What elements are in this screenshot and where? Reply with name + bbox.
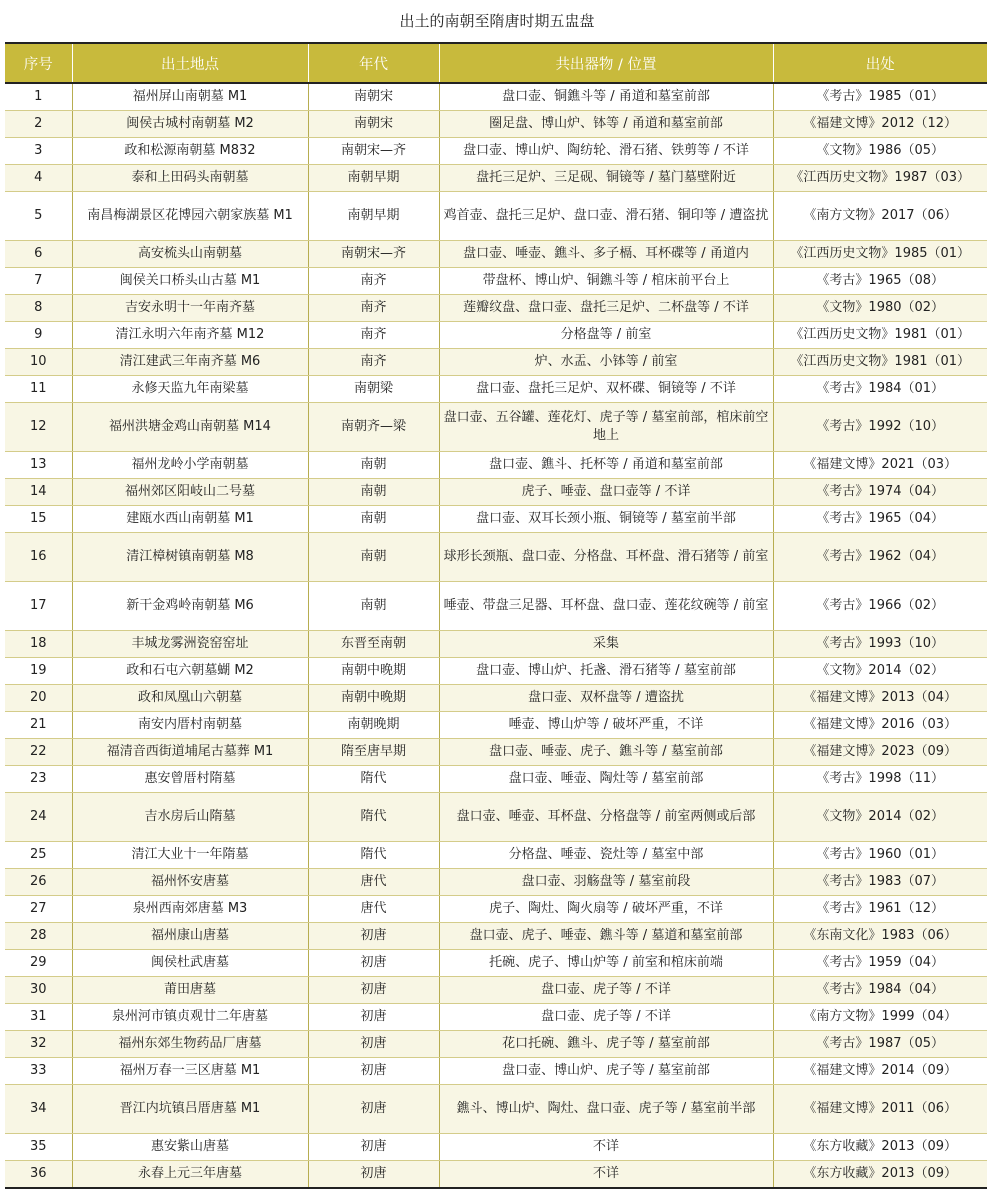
- header-place: 出土地点: [72, 43, 308, 83]
- cell-no: 11: [5, 376, 72, 403]
- cell-era: 初唐: [308, 1004, 439, 1031]
- cell-no: 29: [5, 950, 72, 977]
- cell-items: 盘口壶、双耳长颈小瓶、铜镜等 / 墓室前半部: [439, 506, 773, 533]
- cell-source: 《考古》1965（04）: [773, 506, 987, 533]
- cell-items: 花口托碗、鐎斗、虎子等 / 墓室前部: [439, 1031, 773, 1058]
- cell-source: 《福建文博》2023（09）: [773, 739, 987, 766]
- table-row: [5, 1058, 987, 1085]
- cell-items: 分格盘、唾壶、瓷灶等 / 墓室中部: [439, 842, 773, 869]
- cell-items: 盘口壶、唾壶、耳杯盘、分格盘等 / 前室两侧或后部: [439, 793, 773, 842]
- table-row: [5, 165, 987, 192]
- cell-items: 采集: [439, 631, 773, 658]
- cell-source: 《考古》1983（07）: [773, 869, 987, 896]
- cell-no: 15: [5, 506, 72, 533]
- cell-place: 福州洪塘金鸡山南朝墓 M14: [72, 403, 308, 452]
- table-row: [5, 376, 987, 403]
- cell-source: 《考古》1993（10）: [773, 631, 987, 658]
- cell-place: 清江永明六年南齐墓 M12: [72, 322, 308, 349]
- table-row: [5, 479, 987, 506]
- cell-source: 《考古》1974（04）: [773, 479, 987, 506]
- cell-era: 南齐: [308, 295, 439, 322]
- header-no: 序号: [5, 43, 72, 83]
- cell-items: 虎子、陶灶、陶火扇等 / 破坏严重，不详: [439, 896, 773, 923]
- cell-items: 鸡首壶、盘托三足炉、盘口壶、滑石猪、铜印等 / 遭盗扰: [439, 192, 773, 241]
- cell-place: 南昌梅湖景区花博园六朝家族墓 M1: [72, 192, 308, 241]
- cell-place: 永春上元三年唐墓: [72, 1161, 308, 1189]
- cell-place: 建瓯水西山南朝墓 M1: [72, 506, 308, 533]
- cell-no: 33: [5, 1058, 72, 1085]
- cell-place: 福州郊区阳岐山二号墓: [72, 479, 308, 506]
- cell-items: 盘口壶、铜鐎斗等 / 甬道和墓室前部: [439, 83, 773, 111]
- cell-source: 《文物》1980（02）: [773, 295, 987, 322]
- cell-source: 《福建文博》2016（03）: [773, 712, 987, 739]
- table-row: [5, 533, 987, 582]
- table-row: [5, 138, 987, 165]
- cell-era: 初唐: [308, 923, 439, 950]
- cell-no: 31: [5, 1004, 72, 1031]
- cell-items: 圈足盘、博山炉、钵等 / 甬道和墓室前部: [439, 111, 773, 138]
- table-row: [5, 739, 987, 766]
- cell-era: 东晋至南朝: [308, 631, 439, 658]
- cell-items: 盘口壶、唾壶、虎子、鐎斗等 / 墓室前部: [439, 739, 773, 766]
- cell-items: 不详: [439, 1134, 773, 1161]
- table-row: [5, 766, 987, 793]
- cell-source: 《江西历史文物》1981（01）: [773, 349, 987, 376]
- cell-era: 南朝晚期: [308, 712, 439, 739]
- cell-era: 初唐: [308, 1161, 439, 1189]
- cell-place: 惠安紫山唐墓: [72, 1134, 308, 1161]
- artifact-table: [5, 42, 987, 1189]
- table-row: [5, 923, 987, 950]
- cell-items: 炉、水盂、小钵等 / 前室: [439, 349, 773, 376]
- cell-place: 清江樟树镇南朝墓 M8: [72, 533, 308, 582]
- cell-items: 不详: [439, 1161, 773, 1189]
- cell-no: 19: [5, 658, 72, 685]
- table-row: [5, 712, 987, 739]
- cell-source: 《福建文博》2013（04）: [773, 685, 987, 712]
- cell-place: 福州万春一三区唐墓 M1: [72, 1058, 308, 1085]
- cell-era: 南朝: [308, 479, 439, 506]
- cell-place: 丰城龙雾洲瓷窑窑址: [72, 631, 308, 658]
- cell-place: 闽侯古城村南朝墓 M2: [72, 111, 308, 138]
- cell-source: 《文物》2014（02）: [773, 793, 987, 842]
- cell-items: 鐎斗、博山炉、陶灶、盘口壶、虎子等 / 墓室前半部: [439, 1085, 773, 1134]
- table-row: [5, 842, 987, 869]
- cell-place: 莆田唐墓: [72, 977, 308, 1004]
- table-row: [5, 685, 987, 712]
- cell-source: 《福建文博》2014（09）: [773, 1058, 987, 1085]
- cell-place: 永修天监九年南梁墓: [72, 376, 308, 403]
- cell-source: 《福建文博》2011（06）: [773, 1085, 987, 1134]
- cell-source: 《考古》1987（05）: [773, 1031, 987, 1058]
- cell-source: 《考古》1960（01）: [773, 842, 987, 869]
- cell-source: 《福建文博》2021（03）: [773, 452, 987, 479]
- cell-no: 8: [5, 295, 72, 322]
- cell-source: 《东南文化》1983（06）: [773, 923, 987, 950]
- cell-no: 36: [5, 1161, 72, 1189]
- cell-place: 吉安永明十一年南齐墓: [72, 295, 308, 322]
- cell-items: 盘口壶、博山炉、托盏、滑石猪等 / 墓室前部: [439, 658, 773, 685]
- cell-no: 16: [5, 533, 72, 582]
- cell-no: 4: [5, 165, 72, 192]
- table-row: [5, 349, 987, 376]
- table-row: [5, 1031, 987, 1058]
- cell-place: 福州龙岭小学南朝墓: [72, 452, 308, 479]
- cell-place: 高安梳头山南朝墓: [72, 241, 308, 268]
- cell-no: 34: [5, 1085, 72, 1134]
- cell-era: 唐代: [308, 896, 439, 923]
- cell-era: 南朝宋: [308, 83, 439, 111]
- cell-place: 政和松源南朝墓 M832: [72, 138, 308, 165]
- cell-items: 盘口壶、博山炉、虎子等 / 墓室前部: [439, 1058, 773, 1085]
- cell-source: 《考古》1959（04）: [773, 950, 987, 977]
- cell-no: 9: [5, 322, 72, 349]
- cell-place: 惠安曾厝村隋墓: [72, 766, 308, 793]
- cell-items: 盘口壶、羽觞盘等 / 墓室前段: [439, 869, 773, 896]
- cell-items: 盘口壶、鐎斗、托杯等 / 甬道和墓室前部: [439, 452, 773, 479]
- table-row: [5, 83, 987, 111]
- table-row: [5, 322, 987, 349]
- cell-era: 初唐: [308, 950, 439, 977]
- cell-no: 23: [5, 766, 72, 793]
- table-row: [5, 403, 987, 452]
- cell-era: 初唐: [308, 1058, 439, 1085]
- cell-items: 盘口壶、虎子等 / 不详: [439, 1004, 773, 1031]
- table-row: [5, 793, 987, 842]
- table-row: [5, 658, 987, 685]
- cell-no: 1: [5, 83, 72, 111]
- cell-no: 3: [5, 138, 72, 165]
- cell-place: 新干金鸡岭南朝墓 M6: [72, 582, 308, 631]
- cell-source: 《南方文物》1999（04）: [773, 1004, 987, 1031]
- cell-items: 盘口壶、博山炉、陶纺轮、滑石猪、铁剪等 / 不详: [439, 138, 773, 165]
- cell-items: 盘口壶、五谷罐、莲花灯、虎子等 / 墓室前部，棺床前空地上: [439, 403, 773, 452]
- cell-era: 南朝梁: [308, 376, 439, 403]
- cell-items: 盘口壶、虎子、唾壶、鐎斗等 / 墓道和墓室前部: [439, 923, 773, 950]
- cell-place: 清江大业十一年隋墓: [72, 842, 308, 869]
- cell-place: 南安内厝村南朝墓: [72, 712, 308, 739]
- cell-no: 7: [5, 268, 72, 295]
- cell-place: 福州屏山南朝墓 M1: [72, 83, 308, 111]
- table-row: [5, 1161, 987, 1189]
- cell-era: 隋代: [308, 842, 439, 869]
- table-row: [5, 1134, 987, 1161]
- cell-era: 初唐: [308, 1031, 439, 1058]
- cell-place: 闽侯杜武唐墓: [72, 950, 308, 977]
- cell-era: 隋至唐早期: [308, 739, 439, 766]
- cell-era: 南齐: [308, 349, 439, 376]
- cell-no: 17: [5, 582, 72, 631]
- cell-no: 14: [5, 479, 72, 506]
- table-row: [5, 582, 987, 631]
- cell-no: 13: [5, 452, 72, 479]
- table-header-row: [5, 43, 987, 83]
- cell-era: 南齐: [308, 268, 439, 295]
- cell-items: 唾壶、博山炉等 / 破坏严重，不详: [439, 712, 773, 739]
- cell-no: 22: [5, 739, 72, 766]
- table-row: [5, 631, 987, 658]
- table-row: [5, 241, 987, 268]
- cell-place: 福州东郊生物药品厂唐墓: [72, 1031, 308, 1058]
- cell-place: 晋江内坑镇吕厝唐墓 M1: [72, 1085, 308, 1134]
- cell-no: 25: [5, 842, 72, 869]
- cell-era: 南齐: [308, 322, 439, 349]
- cell-era: 南朝齐—梁: [308, 403, 439, 452]
- cell-items: 盘托三足炉、三足砚、铜镜等 / 墓门墓壁附近: [439, 165, 773, 192]
- cell-era: 唐代: [308, 869, 439, 896]
- table-row: [5, 295, 987, 322]
- cell-source: 《考古》1984（04）: [773, 977, 987, 1004]
- cell-items: 托碗、虎子、博山炉等 / 前室和棺床前端: [439, 950, 773, 977]
- cell-source: 《南方文物》2017（06）: [773, 192, 987, 241]
- cell-source: 《考古》1992（10）: [773, 403, 987, 452]
- cell-era: 南朝: [308, 533, 439, 582]
- cell-place: 泉州西南郊唐墓 M3: [72, 896, 308, 923]
- cell-place: 政和凤凰山六朝墓: [72, 685, 308, 712]
- cell-era: 南朝宋—齐: [308, 241, 439, 268]
- header-source: 出处: [773, 43, 987, 83]
- cell-era: 南朝早期: [308, 165, 439, 192]
- table-row: [5, 869, 987, 896]
- cell-items: 盘口壶、唾壶、鐎斗、多子槅、耳杯碟等 / 甬道内: [439, 241, 773, 268]
- cell-items: 球形长颈瓶、盘口壶、分格盘、耳杯盘、滑石猪等 / 前室: [439, 533, 773, 582]
- cell-no: 10: [5, 349, 72, 376]
- cell-source: 《东方收藏》2013（09）: [773, 1134, 987, 1161]
- table-row: [5, 1085, 987, 1134]
- cell-items: 唾壶、带盘三足器、耳杯盘、盘口壶、莲花纹碗等 / 前室: [439, 582, 773, 631]
- table-row: [5, 950, 987, 977]
- cell-source: 《考古》1984（01）: [773, 376, 987, 403]
- cell-era: 南朝: [308, 582, 439, 631]
- table-row: [5, 896, 987, 923]
- cell-no: 35: [5, 1134, 72, 1161]
- cell-no: 26: [5, 869, 72, 896]
- cell-place: 吉水房后山隋墓: [72, 793, 308, 842]
- cell-no: 32: [5, 1031, 72, 1058]
- cell-no: 27: [5, 896, 72, 923]
- cell-no: 24: [5, 793, 72, 842]
- cell-no: 2: [5, 111, 72, 138]
- cell-no: 6: [5, 241, 72, 268]
- table-row: [5, 111, 987, 138]
- cell-era: 南朝中晚期: [308, 685, 439, 712]
- table-row: [5, 977, 987, 1004]
- cell-items: 盘口壶、唾壶、陶灶等 / 墓室前部: [439, 766, 773, 793]
- cell-source: 《文物》2014（02）: [773, 658, 987, 685]
- cell-no: 28: [5, 923, 72, 950]
- cell-source: 《考古》1998（11）: [773, 766, 987, 793]
- cell-source: 《福建文博》2012（12）: [773, 111, 987, 138]
- cell-items: 盘口壶、虎子等 / 不详: [439, 977, 773, 1004]
- cell-era: 南朝宋—齐: [308, 138, 439, 165]
- cell-era: 初唐: [308, 977, 439, 1004]
- table-body: [5, 83, 987, 1188]
- cell-place: 泉州河市镇贞观廿二年唐墓: [72, 1004, 308, 1031]
- cell-source: 《江西历史文物》1985（01）: [773, 241, 987, 268]
- cell-place: 清江建武三年南齐墓 M6: [72, 349, 308, 376]
- cell-place: 福州怀安唐墓: [72, 869, 308, 896]
- cell-era: 南朝早期: [308, 192, 439, 241]
- cell-era: 隋代: [308, 766, 439, 793]
- cell-items: 盘口壶、盘托三足炉、双杯碟、铜镜等 / 不详: [439, 376, 773, 403]
- cell-no: 21: [5, 712, 72, 739]
- cell-era: 初唐: [308, 1134, 439, 1161]
- cell-no: 30: [5, 977, 72, 1004]
- table-row: [5, 506, 987, 533]
- cell-source: 《考古》1962（04）: [773, 533, 987, 582]
- cell-items: 盘口壶、双杯盘等 / 遭盗扰: [439, 685, 773, 712]
- cell-source: 《考古》1965（08）: [773, 268, 987, 295]
- cell-source: 《考古》1966（02）: [773, 582, 987, 631]
- cell-era: 南朝: [308, 506, 439, 533]
- cell-source: 《江西历史文物》1987（03）: [773, 165, 987, 192]
- cell-place: 政和石屯六朝墓蝴 M2: [72, 658, 308, 685]
- header-era: 年代: [308, 43, 439, 83]
- cell-items: 莲瓣纹盘、盘口壶、盘托三足炉、二杯盘等 / 不详: [439, 295, 773, 322]
- cell-era: 南朝: [308, 452, 439, 479]
- cell-place: 泰和上田码头南朝墓: [72, 165, 308, 192]
- cell-place: 闽侯关口桥头山古墓 M1: [72, 268, 308, 295]
- cell-no: 20: [5, 685, 72, 712]
- table-caption: 出土的南朝至隋唐时期五盅盘: [399, 12, 595, 30]
- cell-no: 5: [5, 192, 72, 241]
- cell-place: 福州康山唐墓: [72, 923, 308, 950]
- cell-items: 虎子、唾壶、盘口壶等 / 不详: [439, 479, 773, 506]
- cell-items: 分格盘等 / 前室: [439, 322, 773, 349]
- table-row: [5, 452, 987, 479]
- cell-items: 带盘杯、博山炉、铜鐎斗等 / 棺床前平台上: [439, 268, 773, 295]
- header-items: 共出器物 / 位置: [439, 43, 773, 83]
- table-row: [5, 1004, 987, 1031]
- cell-source: 《考古》1985（01）: [773, 83, 987, 111]
- cell-source: 《考古》1961（12）: [773, 896, 987, 923]
- cell-no: 12: [5, 403, 72, 452]
- table-row: [5, 268, 987, 295]
- table-row: [5, 192, 987, 241]
- cell-no: 18: [5, 631, 72, 658]
- cell-source: 《东方收藏》2013（09）: [773, 1161, 987, 1189]
- cell-era: 南朝中晚期: [308, 658, 439, 685]
- cell-era: 初唐: [308, 1085, 439, 1134]
- cell-era: 南朝宋: [308, 111, 439, 138]
- cell-source: 《文物》1986（05）: [773, 138, 987, 165]
- cell-place: 福清音西街道埔尾古墓葬 M1: [72, 739, 308, 766]
- cell-source: 《江西历史文物》1981（01）: [773, 322, 987, 349]
- cell-era: 隋代: [308, 793, 439, 842]
